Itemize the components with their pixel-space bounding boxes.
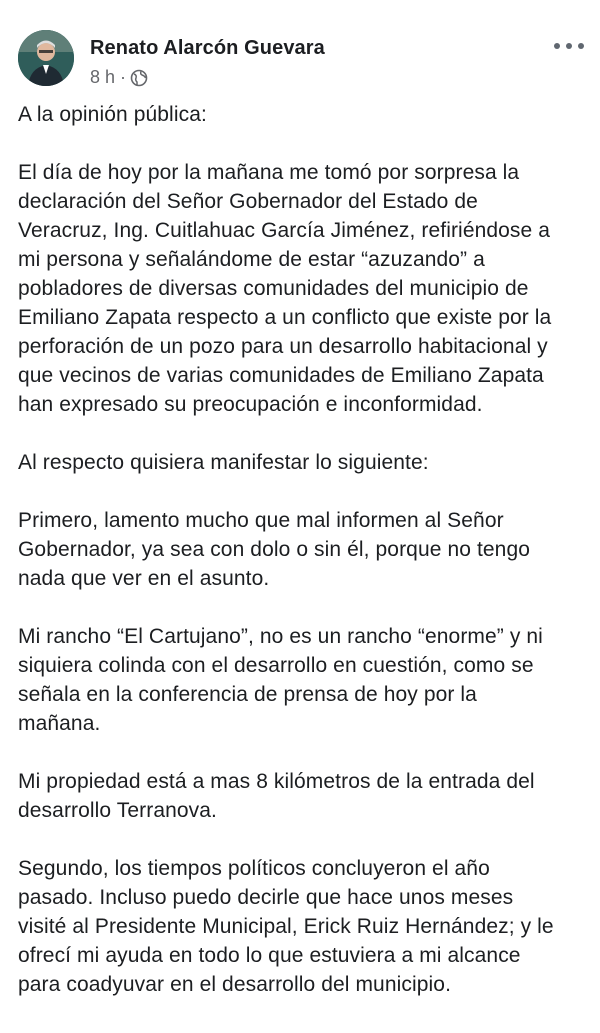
globe-icon — [130, 69, 148, 87]
post-paragraph: Mi rancho “El Cartujano”, no es un rancho “enorme” y ni siquiera colinda con el desarrollo en cuestión, como se señala en la conferencia de prensa de hoy por la mañana. — [18, 625, 543, 735]
author-name[interactable]: Renato Alarcón Guevara — [90, 37, 325, 59]
author-avatar[interactable] — [18, 30, 74, 86]
post-meta — [90, 67, 148, 88]
post-paragraph: Al respecto quisiera manifestar lo siguiente: — [18, 451, 429, 474]
post-paragraph: Mi propiedad está a mas 8 kilómetros de la entrada del desarrollo Terranova. — [18, 770, 535, 822]
post-paragraph: Segundo, los tiempos políticos concluyeron el año pasado. Incluso puedo decirle que hace unos meses visité al Presidente Municipal, Erick Ruiz Hernández; y le ofrecí mi ayuda en todo lo que estuviera a mi alcance para coadyuvar en el desarrollo del municipio. — [18, 857, 554, 996]
post-time[interactable]: 8 h · — [90, 67, 127, 87]
post-paragraph: Primero, lamento mucho que mal informen al Señor Gobernador, ya sea con dolo o sin él, porque no tengo nada que ver en el asunto. — [18, 509, 530, 590]
post-text — [18, 100, 584, 1028]
post-paragraph: A la opinión pública: — [18, 103, 207, 126]
person-icon — [18, 30, 74, 86]
more-options-icon[interactable] — [554, 36, 584, 56]
post-header — [16, 28, 584, 90]
post-paragraph: El día de hoy por la mañana me tomó por sorpresa la declaración del Señor Gobernador del Estado de Veracruz, Ing. Cuitlahuac García Jiménez, refiriéndose a mi persona y señalándome de estar “azuzando” a pobladores de diversas comunidades del municipio de Emiliano Zapata respecto a un conflicto que existe por la perforación de un pozo para un desarrollo habitacional y que vecinos de varias comunidades de Emiliano Zapata han expresado su preocupación e inconformidad. — [18, 161, 552, 416]
